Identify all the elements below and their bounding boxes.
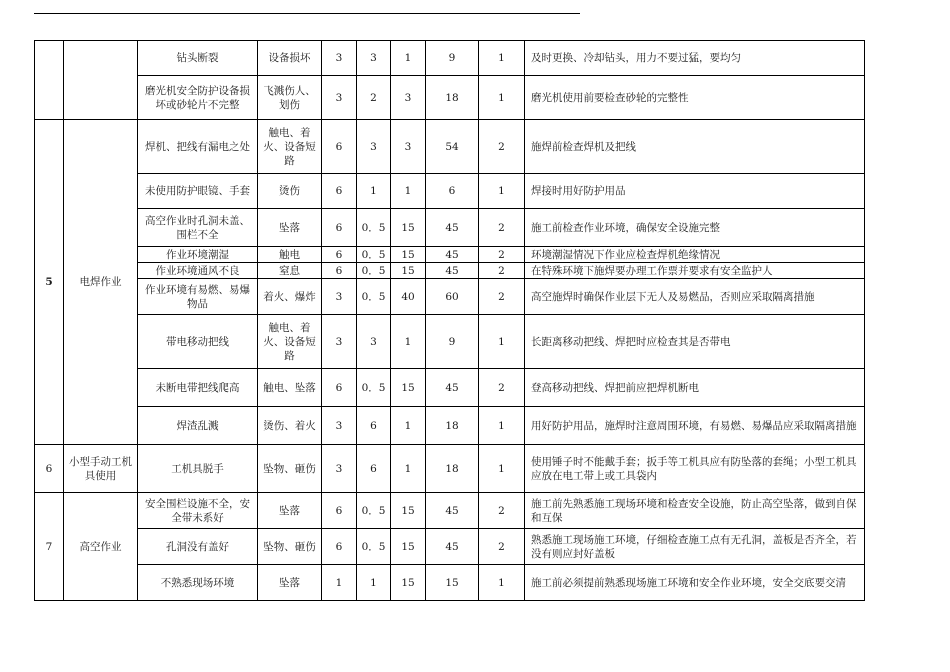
consequence-cell: 烫伤 (258, 174, 322, 209)
risk-score-cell: 45 (426, 493, 479, 529)
hazard-cell: 孔洞没有盖好 (138, 529, 258, 565)
risk-level-cell: 2 (479, 279, 525, 315)
consequence-cell: 坠落 (258, 565, 322, 601)
consequence-cell: 坠落 (258, 209, 322, 247)
sequence-number-cell (35, 41, 64, 120)
control-measure-cell: 施工前必须提前熟悉现场施工环境和安全作业环境，安全交底要交清 (525, 565, 865, 601)
hazard-cell: 未断电带把线爬高 (138, 369, 258, 407)
exposure-cell: 1 (357, 565, 391, 601)
risk-score-cell: 18 (426, 407, 479, 445)
likelihood-cell: 3 (322, 41, 357, 76)
likelihood-cell: 6 (322, 209, 357, 247)
likelihood-cell: 3 (322, 76, 357, 120)
risk-score-cell: 45 (426, 369, 479, 407)
risk-score-cell: 54 (426, 120, 479, 174)
table-row (35, 529, 865, 565)
severity-cell: 15 (391, 263, 426, 279)
severity-cell: 15 (391, 369, 426, 407)
hazard-cell: 高空作业时孔洞未盖、围栏不全 (138, 209, 258, 247)
control-measure-cell: 使用锤子时不能戴手套；扳手等工机具应有防坠落的套绳；小型工机具应放在电工带上或工具袋内 (525, 445, 865, 493)
consequence-cell: 飞溅伤人、划伤 (258, 76, 322, 120)
consequence-cell: 触电、着火、设备短路 (258, 315, 322, 369)
severity-cell: 15 (391, 565, 426, 601)
risk-level-cell: 1 (479, 41, 525, 76)
table-row (35, 315, 865, 369)
risk-level-cell: 2 (479, 369, 525, 407)
likelihood-cell: 3 (322, 279, 357, 315)
severity-cell: 3 (391, 120, 426, 174)
exposure-cell: 2 (357, 76, 391, 120)
risk-score-cell: 45 (426, 209, 479, 247)
exposure-cell: 3 (357, 120, 391, 174)
table-row (35, 76, 865, 120)
likelihood-cell: 6 (322, 529, 357, 565)
severity-cell: 15 (391, 529, 426, 565)
likelihood-cell: 6 (322, 369, 357, 407)
exposure-cell: 0．5 (357, 369, 391, 407)
work-category-cell: 小型手动工机具使用 (64, 445, 138, 493)
hazard-cell: 未使用防护眼镜、手套 (138, 174, 258, 209)
risk-score-cell: 9 (426, 315, 479, 369)
table-row (35, 407, 865, 445)
hazard-cell: 焊机、把线有漏电之处 (138, 120, 258, 174)
severity-cell: 3 (391, 76, 426, 120)
severity-cell: 15 (391, 209, 426, 247)
consequence-cell: 设备损坏 (258, 41, 322, 76)
risk-assessment-table (34, 40, 865, 601)
exposure-cell: 0．5 (357, 209, 391, 247)
table-row (35, 493, 865, 529)
table-row (35, 120, 865, 174)
severity-cell: 1 (391, 174, 426, 209)
sequence-number-cell: 7 (35, 493, 64, 601)
control-measure-cell: 环境潮湿情况下作业应检查焊机绝缘情况 (525, 247, 865, 263)
likelihood-cell: 3 (322, 407, 357, 445)
hazard-cell: 钻头断裂 (138, 41, 258, 76)
control-measure-cell: 用好防护用品，施焊时注意周围环境，有易燃、易爆品应采取隔离措施 (525, 407, 865, 445)
table-row (35, 369, 865, 407)
sequence-number-cell: 5 (35, 120, 64, 445)
table-row (35, 247, 865, 263)
exposure-cell: 6 (357, 407, 391, 445)
work-category-cell: 高空作业 (64, 493, 138, 601)
hazard-cell: 作业环境有易燃、易爆物品 (138, 279, 258, 315)
likelihood-cell: 6 (322, 174, 357, 209)
likelihood-cell: 6 (322, 493, 357, 529)
risk-level-cell: 1 (479, 565, 525, 601)
consequence-cell: 触电、坠落 (258, 369, 322, 407)
consequence-cell: 烫伤、着火 (258, 407, 322, 445)
risk-level-cell: 1 (479, 407, 525, 445)
severity-cell: 1 (391, 407, 426, 445)
severity-cell: 1 (391, 315, 426, 369)
control-measure-cell: 在特殊环境下施焊要办理工作票并要求有安全监护人 (525, 263, 865, 279)
header-rule (34, 13, 580, 14)
consequence-cell: 着火、爆炸 (258, 279, 322, 315)
exposure-cell: 1 (357, 174, 391, 209)
risk-level-cell: 2 (479, 263, 525, 279)
severity-cell: 15 (391, 493, 426, 529)
exposure-cell: 3 (357, 315, 391, 369)
severity-cell: 15 (391, 247, 426, 263)
likelihood-cell: 3 (322, 445, 357, 493)
likelihood-cell: 6 (322, 120, 357, 174)
control-measure-cell: 及时更换、冷却钻头，用力不要过猛，要均匀 (525, 41, 865, 76)
risk-table-body (35, 41, 865, 601)
control-measure-cell: 施工前先熟悉施工现场环境和检查安全设施，防止高空坠落，做到自保和互保 (525, 493, 865, 529)
exposure-cell: 0．5 (357, 279, 391, 315)
risk-level-cell: 2 (479, 493, 525, 529)
hazard-cell: 磨光机安全防护设备损坏或砂轮片不完整 (138, 76, 258, 120)
severity-cell: 40 (391, 279, 426, 315)
likelihood-cell: 3 (322, 315, 357, 369)
exposure-cell: 0．5 (357, 247, 391, 263)
severity-cell: 1 (391, 445, 426, 493)
severity-cell: 1 (391, 41, 426, 76)
table-row (35, 565, 865, 601)
likelihood-cell: 6 (322, 263, 357, 279)
risk-score-cell: 45 (426, 263, 479, 279)
risk-level-cell: 1 (479, 315, 525, 369)
consequence-cell: 坠物、砸伤 (258, 529, 322, 565)
hazard-cell: 作业环境通风不良 (138, 263, 258, 279)
likelihood-cell: 6 (322, 247, 357, 263)
work-category-cell (64, 41, 138, 120)
sequence-number-cell: 6 (35, 445, 64, 493)
consequence-cell: 触电 (258, 247, 322, 263)
hazard-cell: 不熟悉现场环境 (138, 565, 258, 601)
control-measure-cell: 施焊前检查焊机及把线 (525, 120, 865, 174)
likelihood-cell: 1 (322, 565, 357, 601)
risk-score-cell: 18 (426, 445, 479, 493)
hazard-cell: 作业环境潮湿 (138, 247, 258, 263)
consequence-cell: 窒息 (258, 263, 322, 279)
control-measure-cell: 磨光机使用前要检查砂轮的完整性 (525, 76, 865, 120)
control-measure-cell: 施工前检查作业环境，确保安全设施完整 (525, 209, 865, 247)
hazard-cell: 带电移动把线 (138, 315, 258, 369)
risk-score-cell: 6 (426, 174, 479, 209)
exposure-cell: 3 (357, 41, 391, 76)
table-row (35, 445, 865, 493)
risk-level-cell: 2 (479, 247, 525, 263)
risk-score-cell: 45 (426, 529, 479, 565)
table-row (35, 209, 865, 247)
risk-level-cell: 1 (479, 76, 525, 120)
exposure-cell: 0．5 (357, 263, 391, 279)
risk-score-cell: 9 (426, 41, 479, 76)
consequence-cell: 坠物、砸伤 (258, 445, 322, 493)
table-row (35, 41, 865, 76)
hazard-cell: 焊渣乱溅 (138, 407, 258, 445)
risk-score-cell: 45 (426, 247, 479, 263)
table-row (35, 174, 865, 209)
risk-level-cell: 2 (479, 209, 525, 247)
control-measure-cell: 熟悉施工现场施工环境，仔细检查施工点有无孔洞，盖板是否齐全，若没有则应封好盖板 (525, 529, 865, 565)
risk-level-cell: 2 (479, 529, 525, 565)
risk-level-cell: 2 (479, 120, 525, 174)
control-measure-cell: 长距离移动把线、焊把时应检查其是否带电 (525, 315, 865, 369)
risk-level-cell: 1 (479, 445, 525, 493)
hazard-cell: 安全围栏设施不全，安全带未系好 (138, 493, 258, 529)
table-row (35, 279, 865, 315)
risk-level-cell: 1 (479, 174, 525, 209)
risk-score-cell: 15 (426, 565, 479, 601)
exposure-cell: 0．5 (357, 529, 391, 565)
work-category-cell: 电焊作业 (64, 120, 138, 445)
exposure-cell: 0．5 (357, 493, 391, 529)
consequence-cell: 触电、着火、设备短路 (258, 120, 322, 174)
risk-score-cell: 60 (426, 279, 479, 315)
control-measure-cell: 焊接时用好防护用品 (525, 174, 865, 209)
control-measure-cell: 登高移动把线、焊把前应把焊机断电 (525, 369, 865, 407)
hazard-cell: 工机具脱手 (138, 445, 258, 493)
risk-score-cell: 18 (426, 76, 479, 120)
table-row (35, 263, 865, 279)
exposure-cell: 6 (357, 445, 391, 493)
control-measure-cell: 高空施焊时确保作业层下无人及易燃品，否则应采取隔离措施 (525, 279, 865, 315)
consequence-cell: 坠落 (258, 493, 322, 529)
